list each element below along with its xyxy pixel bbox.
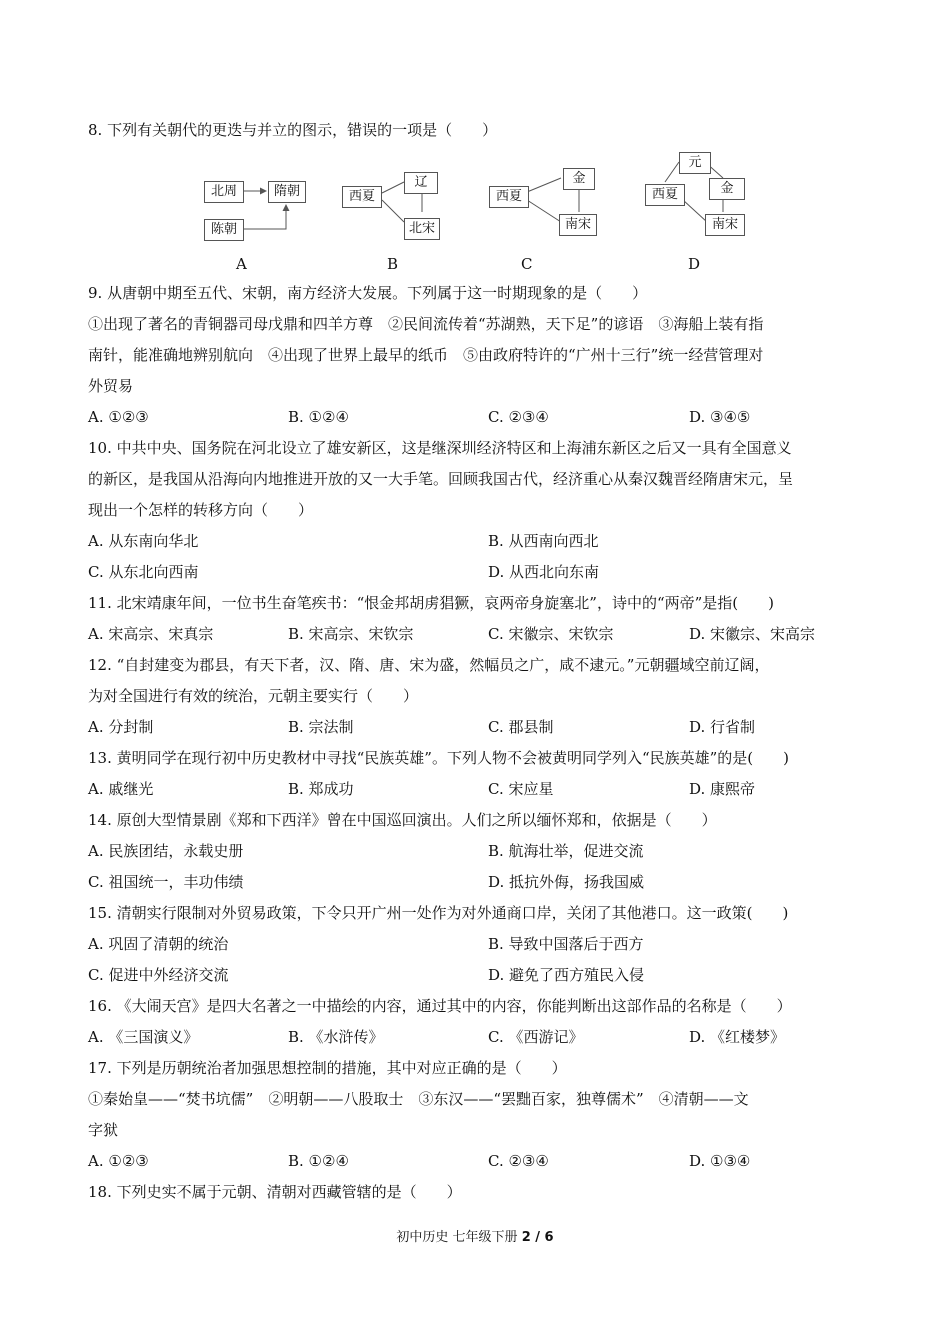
q17-option-a: A. ①②③ [88, 1152, 149, 1170]
q13-option-a: A. 戚继光 [88, 780, 154, 798]
box-xixia-c: 西夏 [489, 186, 529, 208]
q12-option-a: A. 分封制 [88, 718, 154, 736]
q12-option-c: C. 郡县制 [488, 718, 554, 736]
q15-option-b: B. 导致中国落后于西方 [488, 935, 644, 953]
box-xixia-b: 西夏 [342, 186, 382, 208]
q15-option-c: C. 促进中外经济交流 [88, 966, 229, 984]
q11-option-c: C. 宋徽宗、宋钦宗 [488, 625, 614, 643]
q13-option-b: B. 郑成功 [288, 780, 354, 798]
question-12-line: 为对全国进行有效的统治，元朝主要实行（ ） [88, 687, 419, 705]
q13-option-c: C. 宋应星 [488, 780, 554, 798]
diagram-a [196, 148, 308, 246]
box-xixia-d: 西夏 [645, 184, 685, 206]
box-jin-c: 金 [563, 168, 595, 190]
question-16-stem: 16. 《大闹天宫》是四大名著之一中描绘的内容，通过其中的内容，你能判断出这部作品的名称是（ ） [88, 997, 792, 1015]
q9-option-b: B. ①②④ [288, 408, 349, 426]
question-14-stem: 14. 原创大型情景剧《郑和下西洋》曾在中国巡回演出。人们之所以缅怀郑和，依据是（ ） [88, 811, 717, 829]
q10-option-d: D. 从西北向东南 [488, 563, 600, 581]
diagram-d [643, 148, 753, 246]
box-suichao: 隋朝 [268, 181, 306, 203]
question-18-stem: 18. 下列史实不属于元朝、清朝对西藏管辖的是（ ） [88, 1183, 462, 1201]
q17-option-d: D. ①③④ [689, 1152, 751, 1170]
question-10-line: 的新区，是我国从沿海向内地推进开放的又一大手笔。回顾我国古代，经济重心从秦汉魏晋经隋唐宋元，呈 [88, 470, 794, 488]
q9-option-a: A. ①②③ [88, 408, 149, 426]
q12-option-d: D. 行省制 [689, 718, 756, 736]
page-number: 2 / 6 [521, 1230, 554, 1245]
q16-option-a: A. 《三国演义》 [88, 1028, 199, 1046]
question-9-line: ①出现了著名的青铜器司母戊鼎和四羊方尊 ②民间流传着“苏湖熟，天下足”的谚语 ③海船上装有指 [88, 315, 764, 333]
diagram-a-label: A [236, 255, 247, 273]
footer-subject: 初中历史 七年级下册 [396, 1230, 518, 1245]
box-jin-d: 金 [709, 178, 745, 200]
question-9-line: 南针，能准确地辨别航向 ④出现了世界上最早的纸币 ⑤由政府特许的“广州十三行”统一经营管理对 [88, 346, 764, 364]
q14-option-b: B. 航海壮举，促进交流 [488, 842, 644, 860]
box-beisong: 北宋 [404, 218, 440, 240]
q14-option-a: A. 民族团结，永载史册 [88, 842, 244, 860]
box-chenchao: 陈朝 [204, 219, 244, 241]
question-9-line: 外贸易 [88, 377, 134, 395]
q11-option-a: A. 宋高宗、宋真宗 [88, 625, 214, 643]
q11-option-b: B. 宋高宗、宋钦宗 [288, 625, 414, 643]
q12-option-b: B. 宗法制 [288, 718, 354, 736]
q15-option-a: A. 巩固了清朝的统治 [88, 935, 229, 953]
page-footer [0, 1226, 950, 1245]
q14-option-d: D. 抵抗外侮，扬我国威 [488, 873, 645, 891]
q10-option-c: C. 从东北向西南 [88, 563, 199, 581]
question-10-line: 现出一个怎样的转移方向（ ） [88, 501, 314, 519]
question-9-stem: 9. 从唐朝中期至五代、宋朝，南方经济大发展。下列属于这一时期现象的是（ ） [88, 284, 648, 302]
diagram-b-label: B [387, 255, 399, 273]
question-17-line: ①秦始皇——“焚书坑儒” ②明朝——八股取士 ③东汉——“罢黜百家，独尊儒术” ④清朝——文 [88, 1090, 749, 1108]
q10-option-a: A. 从东南向华北 [88, 532, 199, 550]
diagram-c-label: C [521, 255, 533, 273]
q14-option-c: C. 祖国统一，丰功伟绩 [88, 873, 244, 891]
box-liao: 辽 [404, 172, 438, 194]
box-yuan: 元 [679, 152, 711, 174]
question-13-stem: 13. 黄明同学在现行初中历史教材中寻找“民族英雄”。下列人物不会被黄明同学列入“民族英雄”的是( ) [88, 749, 790, 767]
q15-option-d: D. 避免了西方殖民入侵 [488, 966, 645, 984]
q16-option-b: B. 《水浒传》 [288, 1028, 384, 1046]
question-15-stem: 15. 清朝实行限制对外贸易政策，下令只开广州一处作为对外通商口岸，关闭了其他港口。这一政策( ) [88, 904, 789, 922]
q17-option-c: C. ②③④ [488, 1152, 549, 1170]
diagram-b [340, 148, 444, 246]
question-17-line: 字狱 [88, 1121, 119, 1139]
question-17-stem: 17. 下列是历朝统治者加强思想控制的措施，其中对应正确的是（ ） [88, 1059, 567, 1077]
q9-option-d: D. ③④⑤ [689, 408, 751, 426]
question-10-stem: 10. 中共中央、国务院在河北设立了雄安新区，这是继深圳经济特区和上海浦东新区之后又一具有全国意义 [88, 439, 792, 457]
question-12-stem: 12. “自封建变为郡县，有天下者，汉、隋、唐、宋为盛，然幅员之广，咸不逮元。”元朝疆域空前辽阔， [88, 656, 770, 674]
q16-option-c: C. 《西游记》 [488, 1028, 584, 1046]
q9-option-c: C. ②③④ [488, 408, 549, 426]
diagram-c [487, 148, 602, 246]
box-nansong-c: 南宋 [559, 214, 597, 236]
q17-option-b: B. ①②④ [288, 1152, 349, 1170]
q11-option-d: D. 宋徽宗、宋高宗 [689, 625, 816, 643]
question-8-stem: 8. 下列有关朝代的更迭与并立的图示，错误的一项是（ ） [88, 121, 498, 139]
q16-option-d: D. 《红楼梦》 [689, 1028, 786, 1046]
box-nansong-d: 南宋 [705, 214, 745, 236]
q13-option-d: D. 康熙帝 [689, 780, 756, 798]
box-beizhou: 北周 [204, 181, 244, 203]
diagram-d-label: D [688, 255, 701, 273]
q10-option-b: B. 从西南向西北 [488, 532, 599, 550]
question-11-stem: 11. 北宋靖康年间，一位书生奋笔疾书：“恨金邦胡虏猖獗，哀两帝身旋塞北”，诗中的“两帝”是指( ) [88, 594, 775, 612]
